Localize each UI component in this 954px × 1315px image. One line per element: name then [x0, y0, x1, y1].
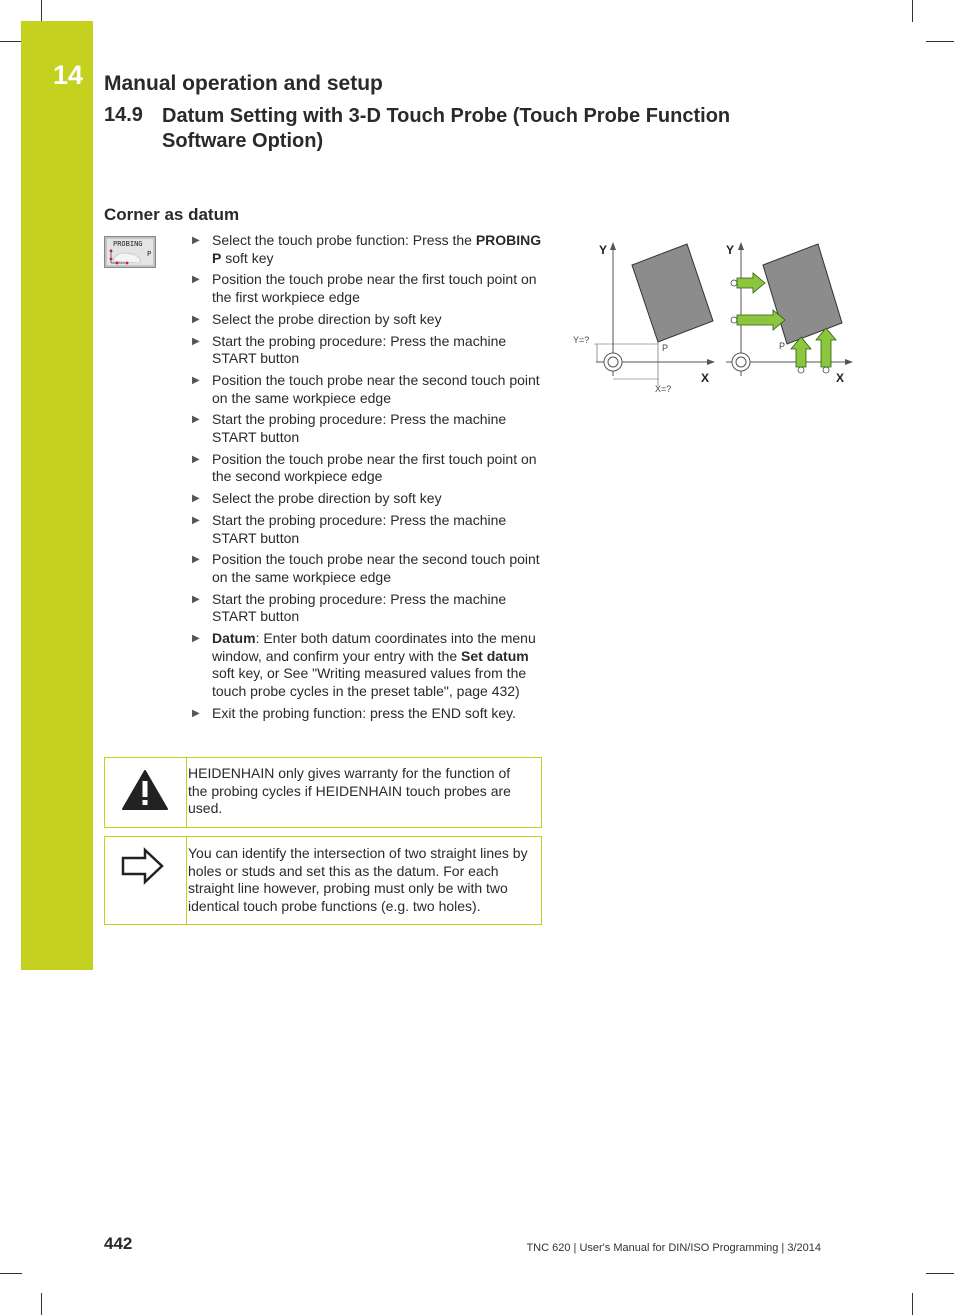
step-text: Start the probing procedure: Press the machine START button [212, 411, 507, 446]
bullet-arrow-icon: ▶ [192, 453, 200, 465]
page-number: 442 [104, 1234, 133, 1253]
bullet-arrow-icon: ▶ [192, 707, 200, 719]
step-text: soft key [221, 249, 274, 266]
bullet-arrow-icon: ▶ [192, 235, 200, 246]
step-text: Position the touch probe near the second touch point on the same workpiece edge [212, 371, 540, 406]
bullet-arrow-icon: ▶ [192, 514, 200, 526]
step-item [192, 490, 542, 508]
right-x-axis-label: X [836, 371, 845, 385]
chapter-number: 14 [53, 60, 84, 90]
softkey-label: PROBING [113, 240, 143, 248]
warning-note [104, 757, 542, 828]
left-x-axis-label: X [701, 371, 710, 385]
step-text: Select the touch probe function: Press the [212, 232, 476, 248]
left-point-label: P [662, 343, 669, 353]
step-text: Start the probing procedure: Press the machine START button [212, 511, 507, 546]
warning-text: HEIDENHAIN only gives warranty for the function of the probing cycles if HEIDENHAIN touch probes are used. [188, 765, 511, 816]
step-text: Position the touch probe near the second touch point on the same workpiece edge [212, 551, 540, 585]
step-item [192, 551, 542, 586]
right-point-label: P [779, 341, 786, 351]
bullet-arrow-icon: ▶ [192, 493, 200, 505]
bullet-arrow-icon: ▶ [192, 414, 200, 426]
left-figure [573, 242, 715, 394]
right-figure [726, 242, 853, 385]
step-item [192, 591, 542, 626]
right-y-axis-label: Y [726, 243, 735, 257]
step-keyword: PROBING P [212, 232, 542, 266]
bullet-arrow-icon: ▶ [192, 335, 200, 347]
bullet-arrow-icon: ▶ [192, 554, 200, 566]
step-text: Position the touch probe near the first touch point on the second workpiece edge [212, 450, 537, 485]
section-number: 14.9 [104, 104, 143, 126]
footer-text: TNC 620 | User's Manual for DIN/ISO Programming | 3/2014 [526, 1242, 821, 1254]
bullet-arrow-icon: ▶ [192, 274, 200, 286]
chapter-sidebar [21, 21, 93, 970]
step-item [192, 512, 542, 547]
probing-softkey-icon [104, 236, 156, 268]
left-y-axis-label: Y [599, 243, 608, 257]
step-text: Select the probe direction by soft key [212, 490, 442, 507]
step-item [192, 311, 542, 329]
subheading: Corner as datum [104, 205, 240, 224]
step-item [192, 333, 542, 368]
warning-icon [105, 758, 187, 827]
step-text: Select the probe direction by soft key [212, 310, 442, 327]
step-text: soft key, or See "Writing measured values from the touch probe cycles in the preset table", page 432) [212, 665, 527, 700]
softkey-sublabel: P [147, 250, 152, 258]
step-keyword: Set datum [461, 647, 529, 664]
bullet-arrow-icon: ▶ [192, 313, 200, 325]
step-item [192, 451, 542, 486]
arrow-right-icon [105, 837, 187, 924]
left-x-value-label: X=? [655, 384, 672, 394]
corner-datum-diagram [566, 236, 856, 401]
step-text: Position the touch probe near the first touch point on the first workpiece edge [212, 271, 537, 306]
procedure-steps [192, 232, 542, 727]
step-keyword: Datum [212, 630, 256, 647]
step-item [192, 232, 542, 267]
step-text: Exit the probing function: press the END soft key. [212, 704, 517, 721]
bullet-arrow-icon: ▶ [192, 633, 200, 645]
step-text: Start the probing procedure: Press the machine START button [212, 590, 507, 625]
step-item [192, 630, 542, 701]
step-item [192, 271, 542, 306]
bullet-arrow-icon: ▶ [192, 374, 200, 386]
step-text: Start the probing procedure: Press the machine START button [212, 332, 507, 367]
step-text: : Enter both datum coordinates into the menu window, and confirm your entry with the [212, 630, 536, 664]
info-text: You can identify the intersection of two straight lines by holes or studs and set this as the datum. For each straight line however, probing must only be with two identical touch probe functions (e.g. two holes). [188, 845, 528, 914]
step-item [192, 411, 542, 446]
section-title: Datum Setting with 3-D Touch Probe (Touch Probe Function Software Option) [162, 105, 731, 152]
chapter-title: Manual operation and setup [104, 72, 383, 95]
info-note [104, 836, 542, 925]
left-y-value-label: Y=? [573, 335, 590, 345]
step-item [192, 705, 542, 723]
bullet-arrow-icon: ▶ [192, 593, 200, 605]
step-item [192, 372, 542, 407]
